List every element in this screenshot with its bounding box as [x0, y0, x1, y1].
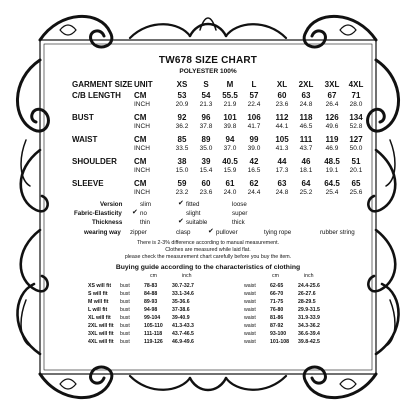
cell-inch: 25.6	[349, 189, 363, 196]
attr-option: fitted	[186, 201, 200, 208]
cell-cm: 40.5	[222, 157, 238, 166]
attr-option: slight	[186, 210, 201, 217]
guide-bust-cm: 99-104	[144, 315, 161, 321]
cell-inch: 39.0	[247, 145, 261, 152]
guide-bust-label: bust	[120, 339, 130, 345]
header-size: S	[203, 80, 209, 89]
cell-cm: 119	[325, 135, 339, 144]
guide-bust-cm: 78-83	[144, 283, 158, 289]
guide-bust-inch: 33.1-34.6	[172, 291, 194, 297]
attr-option: tying rope	[264, 229, 292, 236]
attr-option: loose	[232, 201, 247, 208]
cell-inch: 39.8	[223, 123, 237, 130]
cell-inch: 50.0	[349, 145, 363, 152]
guide-bust-label: bust	[120, 299, 130, 305]
guide-waist-label: waist	[244, 299, 256, 305]
header-size: XL	[276, 80, 288, 89]
guide-bust-label: bust	[120, 323, 130, 329]
cell-cm: 94	[225, 135, 235, 144]
guide-waist-label: waist	[244, 291, 256, 297]
row-label: SLEEVE	[72, 179, 104, 188]
cell-inch: 43.7	[299, 145, 313, 152]
cell-cm: 57	[249, 91, 259, 100]
cell-inch: 41.3	[275, 145, 289, 152]
cell-inch: 22.4	[247, 101, 261, 108]
cell-inch: 37.8	[199, 123, 213, 130]
header-size: 2XL	[298, 80, 314, 89]
guide-bust-inch: 37-38.6	[172, 307, 190, 313]
col-inch-header: inch	[182, 273, 192, 279]
cell-cm: 54	[201, 91, 211, 100]
page-title: TW678 SIZE CHART	[158, 55, 258, 66]
cell-inch: 20.9	[175, 101, 189, 108]
attr-option: rubber string	[320, 229, 355, 236]
check-mark-icon: ✔	[178, 218, 184, 225]
cell-cm: 96	[201, 113, 211, 122]
table-row	[72, 167, 372, 176]
cell-inch: 20.1	[349, 167, 363, 174]
guide-waist-inch: 31.9-33.9	[298, 315, 320, 321]
attr-label-version: Version	[100, 201, 123, 208]
guide-waist-label: waist	[244, 315, 256, 321]
guide-size: L will fit	[88, 307, 108, 313]
cell-cm: 64	[301, 179, 311, 188]
note-line: please check the measurement chart carefully before you buy the item.	[124, 254, 292, 260]
guide-bust-cm: 84-88	[144, 291, 158, 297]
guide-waist-label: waist	[244, 331, 256, 337]
unit-inch: INCH	[134, 145, 150, 152]
attr-option: suitable	[186, 219, 208, 226]
cell-inch: 15.4	[199, 167, 213, 174]
table-row	[72, 145, 372, 154]
cell-cm: 55.5	[222, 91, 238, 100]
check-mark-icon: ✔	[132, 209, 138, 216]
cell-inch: 23.6	[275, 101, 289, 108]
unit-cm: CM	[134, 91, 147, 100]
row-label: C/B LENGTH	[72, 91, 121, 100]
material-label: POLYESTER 100%	[179, 68, 237, 75]
cell-cm: 61	[225, 179, 235, 188]
unit-inch: INCH	[134, 167, 150, 174]
guide-waist-cm: 62-65	[270, 283, 284, 289]
guide-waist-cm: 93-100	[270, 331, 287, 337]
table-header-row	[72, 80, 372, 91]
guide-waist-cm: 81-86	[270, 315, 284, 321]
guide-waist-label: waist	[244, 307, 256, 313]
cell-cm: 134	[349, 113, 363, 122]
note-line: Clothes are measured while laid flat.	[165, 247, 251, 253]
guide-bust-inch: 35-36.6	[172, 299, 190, 305]
cell-cm: 127	[349, 135, 363, 144]
cell-inch: 24.8	[275, 189, 289, 196]
guide-bust-inch: 46.9-49.6	[172, 339, 194, 345]
header-unit: UNIT	[134, 80, 153, 89]
cell-inch: 46.5	[299, 123, 313, 130]
attr-option: pullover	[216, 229, 238, 236]
cell-cm: 101	[223, 113, 237, 122]
cell-cm: 92	[177, 113, 187, 122]
header-size: XS	[176, 80, 188, 89]
cell-cm: 60	[277, 91, 287, 100]
cell-inch: 23.2	[175, 189, 189, 196]
col-cm-header: cm	[272, 273, 279, 279]
guide-waist-inch: 28-29.5	[298, 299, 316, 305]
attr-option: no	[140, 210, 147, 217]
cell-cm: 42	[249, 157, 259, 166]
attr-option: super	[232, 210, 248, 217]
guide-bust-inch: 41.3-43.3	[172, 323, 194, 329]
cell-cm: 89	[201, 135, 211, 144]
cell-cm: 111	[299, 135, 313, 144]
guide-bust-cm: 111-118	[144, 331, 163, 337]
guide-waist-label: waist	[244, 323, 256, 329]
cell-inch: 28.0	[349, 101, 363, 108]
guide-waist-cm: 71-75	[270, 299, 284, 305]
row-label: WAIST	[72, 135, 98, 144]
cell-inch: 37.0	[223, 145, 237, 152]
guide-bust-inch: 39-40.9	[172, 315, 190, 321]
guide-bust-cm: 119-126	[144, 339, 163, 345]
guide-size: S will fit	[88, 291, 108, 297]
table-row	[72, 123, 372, 132]
guide-bust-label: bust	[120, 291, 130, 297]
buying-guide-title: Buying guide according to the characteristics of clothing	[115, 264, 301, 271]
unit-cm: CM	[134, 157, 147, 166]
guide-waist-inch: 26-27.6	[298, 291, 316, 297]
unit-cm: CM	[134, 113, 147, 122]
cell-cm: 67	[327, 91, 337, 100]
guide-waist-inch: 34.3-36.2	[298, 323, 320, 329]
cell-cm: 118	[299, 113, 313, 122]
unit-inch: INCH	[134, 101, 150, 108]
guide-waist-cm: 66-70	[270, 291, 284, 297]
attr-label-thickness: Thickness	[92, 219, 123, 226]
cell-inch: 26.4	[325, 101, 339, 108]
cell-cm: 63	[277, 179, 287, 188]
cell-inch: 33.5	[175, 145, 189, 152]
unit-cm: CM	[134, 179, 147, 188]
guide-waist-inch: 36.6-39.4	[298, 331, 320, 337]
col-cm-header: cm	[150, 273, 157, 279]
cell-inch: 44.1	[275, 123, 289, 130]
cell-cm: 85	[177, 135, 187, 144]
attr-label-elasticity: Fabric-Elasticity	[74, 210, 122, 217]
cell-inch: 46.9	[325, 145, 339, 152]
guide-waist-inch: 24.4-25.6	[298, 283, 320, 289]
header-size: L	[251, 80, 257, 89]
cell-inch: 36.2	[175, 123, 189, 130]
header-garment-size: GARMENT SIZE	[72, 80, 133, 89]
unit-cm: CM	[134, 135, 147, 144]
header-size: M	[226, 80, 234, 89]
cell-cm: 64.5	[324, 179, 340, 188]
guide-bust-label: bust	[120, 315, 130, 321]
cell-inch: 16.5	[247, 167, 261, 174]
cell-inch: 21.3	[199, 101, 213, 108]
col-inch-header: inch	[304, 273, 314, 279]
cell-inch: 24.0	[223, 189, 237, 196]
guide-size: 4XL will fit	[88, 339, 114, 345]
guide-bust-label: bust	[120, 331, 130, 337]
attr-option: clasp	[176, 229, 191, 236]
cell-cm: 53	[177, 91, 187, 100]
guide-waist-label: waist	[244, 339, 256, 345]
cell-inch: 41.7	[247, 123, 261, 130]
guide-bust-cm: 94-98	[144, 307, 158, 313]
cell-inch: 18.1	[299, 167, 313, 174]
guide-bust-label: bust	[120, 283, 130, 289]
cell-cm: 99	[249, 135, 259, 144]
attr-option: zipper	[130, 229, 147, 236]
attr-option: thin	[140, 219, 150, 226]
table-row	[72, 189, 372, 198]
cell-cm: 105	[275, 135, 289, 144]
row-label: SHOULDER	[72, 157, 117, 166]
cell-inch: 17.3	[275, 167, 289, 174]
attr-option: thick	[232, 219, 245, 226]
cell-inch: 19.1	[325, 167, 339, 174]
cell-inch: 23.6	[199, 189, 213, 196]
attr-label-wearing-way: wearing way	[84, 229, 121, 236]
cell-inch: 49.6	[325, 123, 339, 130]
cell-cm: 71	[351, 91, 361, 100]
cell-cm: 106	[247, 113, 261, 122]
cell-cm: 65	[351, 179, 361, 188]
guide-waist-inch: 29.9-31.5	[298, 307, 320, 313]
cell-inch: 25.4	[325, 189, 339, 196]
cell-cm: 46	[301, 157, 311, 166]
guide-size: 2XL will fit	[88, 323, 114, 329]
cell-cm: 39	[201, 157, 211, 166]
cell-cm: 48.5	[324, 157, 340, 166]
guide-size: M will fit	[88, 299, 109, 305]
cell-inch: 24.4	[247, 189, 261, 196]
guide-bust-cm: 105-110	[144, 323, 163, 329]
cell-cm: 60	[201, 179, 211, 188]
check-mark-icon: ✔	[178, 200, 184, 207]
cell-cm: 112	[275, 113, 289, 122]
unit-inch: INCH	[134, 123, 150, 130]
check-mark-icon: ✔	[208, 228, 214, 235]
guide-bust-cm: 89-93	[144, 299, 158, 305]
cell-inch: 35.0	[199, 145, 213, 152]
header-size: 3XL	[324, 80, 340, 89]
unit-inch: INCH	[134, 189, 150, 196]
guide-waist-inch: 39.8-42.5	[298, 339, 320, 345]
cell-cm: 44	[277, 157, 287, 166]
attr-option: slim	[140, 201, 151, 208]
cell-cm: 51	[351, 157, 361, 166]
guide-waist-cm: 76-80	[270, 307, 284, 313]
cell-inch: 25.2	[299, 189, 313, 196]
cell-inch: 15.9	[223, 167, 237, 174]
guide-size: XS will fit	[88, 283, 112, 289]
guide-waist-cm: 101-108	[270, 339, 290, 345]
guide-waist-cm: 87-92	[270, 323, 284, 329]
note-line: There is 2-3% difference according to manual measurement.	[136, 240, 280, 246]
cell-cm: 59	[177, 179, 187, 188]
cell-cm: 126	[325, 113, 339, 122]
guide-bust-inch: 30.7-32.7	[172, 283, 194, 289]
header-size: 4XL	[348, 80, 364, 89]
cell-cm: 63	[301, 91, 311, 100]
cell-cm: 38	[177, 157, 187, 166]
cell-inch: 52.8	[349, 123, 363, 130]
table-row	[72, 101, 372, 110]
cell-cm: 62	[249, 179, 259, 188]
guide-size: 3XL will fit	[88, 331, 114, 337]
cell-inch: 21.9	[223, 101, 237, 108]
cell-inch: 15.0	[175, 167, 189, 174]
guide-size: XL will fit	[88, 315, 111, 321]
guide-bust-inch: 43.7-46.5	[172, 331, 194, 337]
row-label: BUST	[72, 113, 94, 122]
guide-bust-label: bust	[120, 307, 130, 313]
guide-waist-label: waist	[244, 283, 256, 289]
cell-inch: 24.8	[299, 101, 313, 108]
